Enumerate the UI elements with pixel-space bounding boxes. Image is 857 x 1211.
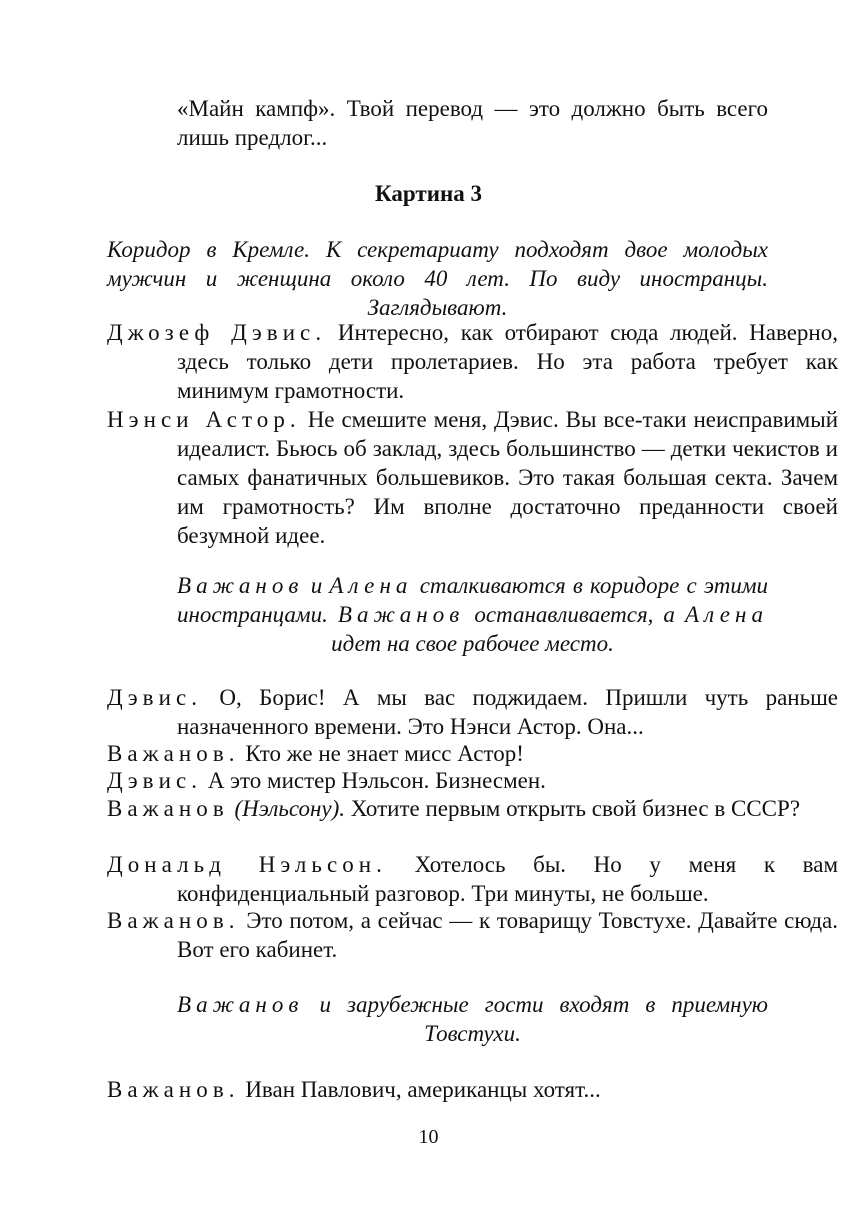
scene-heading: Картина 3	[375, 181, 482, 206]
stage-remark: (Нэльсону).	[234, 796, 345, 821]
speaker-name: Джозеф Дэвис.	[107, 320, 327, 345]
character-name: Важанов	[337, 602, 465, 627]
stage-direction: Важанов и Алена сталкиваются в коридоре с этими иностранцами. Важанов останавливается, а Алена идет на свое рабочее место.	[177, 573, 769, 656]
speech-text: Кто же не знает мисс Астор!	[245, 741, 524, 766]
speech-text: Иван Павлович, американцы хотят...	[245, 1077, 601, 1102]
dialogue-line	[107, 850, 838, 908]
speech-text: А это мистер Нэльсон. Бизнесмен.	[207, 768, 546, 793]
character-name: Важанов	[177, 573, 304, 598]
speaker-name: Важанов.	[107, 1077, 240, 1102]
stage-direction: Важанов и зарубежные гости входят в приемную Товстухи.	[177, 992, 768, 1046]
dialogue-line	[107, 906, 838, 964]
dialogue-line	[107, 739, 838, 768]
character-name: Важанов	[177, 992, 304, 1017]
speaker-name: Дэвис.	[107, 685, 203, 710]
dialogue-line	[107, 794, 838, 823]
speech-text: О, Борис! А мы вас поджидаем. Пришли чуть раньше назначенного времени. Это Нэнси Астор. Она...	[177, 685, 838, 739]
speech-text: Хотите первым открыть свой бизнес в СССР?	[350, 796, 801, 821]
dialogue-line	[107, 318, 838, 405]
continuation-paragraph: «Майн кампф». Твой перевод — это должно быть всего лишь предлог...	[177, 96, 768, 150]
dialogue-line	[107, 405, 838, 550]
speaker-name: Важанов.	[107, 741, 240, 766]
speaker-name: Дэвис.	[107, 768, 203, 793]
speech-text: Это потом, а сейчас — к товарищу Товстухе. Давайте сюда. Вот его кабинет.	[177, 908, 838, 962]
dialogue-line	[107, 1075, 838, 1104]
character-name: Алена	[684, 602, 769, 627]
dialogue-line	[107, 683, 838, 741]
speech-text: Не смешите меня, Дэвис. Вы все-таки неисправимый идеалист. Бьюсь об заклад, здесь большинство — детки чекистов и самых фанатичных большевиков. Это такая большая секта. Зачем им грамотность? Им вполне достаточно преданности своей безумной идее.	[177, 407, 838, 548]
dialogue-line	[107, 766, 838, 795]
speaker-name: Нэнси Астор.	[107, 407, 301, 432]
page-number: 10	[418, 1126, 439, 1148]
character-name: Алена	[329, 573, 413, 598]
speaker-name: Важанов	[107, 796, 229, 821]
speaker-name: Дональд Нэльсон.	[107, 852, 387, 877]
speaker-name: Важанов.	[107, 908, 240, 933]
stage-direction: Коридор в Кремле. К секретариату подходят двое молодых мужчин и женщина около 40 лет. По виду иностранцы. Заглядывают.	[107, 237, 768, 320]
speech-text: Хотелось бы. Но у меня к вам конфиденциальный разговор. Три минуты, не больше.	[177, 852, 838, 906]
speech-text: Интересно, как отбирают сюда людей. Наверно, здесь только дети пролетариев. Но эта работа требует как минимум грамотности.	[177, 320, 838, 403]
